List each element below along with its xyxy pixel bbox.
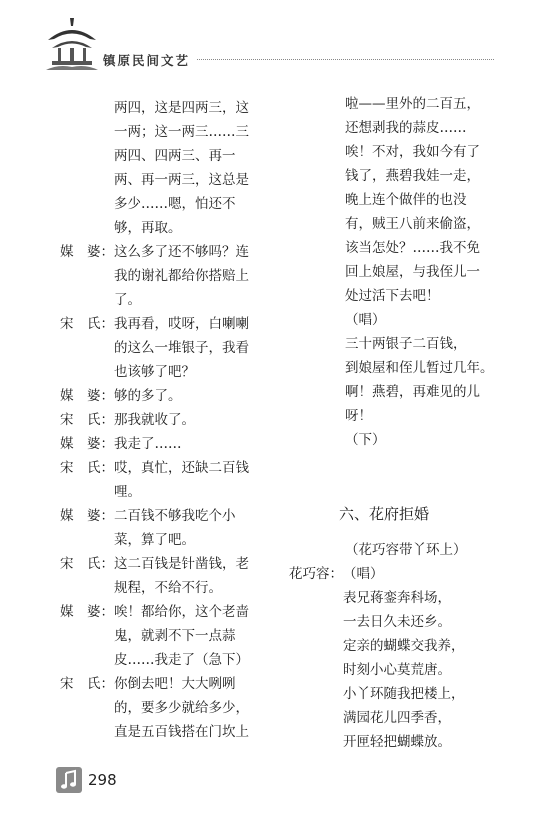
verse-line: 还想剥我的蒜皮……: [345, 120, 467, 136]
speech-text: [114, 408, 270, 432]
speech-line: 两、再一两三，这总是: [114, 172, 249, 188]
speech-line: 我再看，哎呀，白喇喇: [114, 316, 249, 332]
verse-line: （唱）: [343, 566, 384, 582]
dialogue-entry: [289, 586, 499, 610]
verse-line: 满园花儿四季香，: [343, 710, 451, 726]
right-column: [289, 92, 499, 754]
speaker-label: 媒 婆：: [60, 508, 114, 524]
verse-line: 唉！不对，我如今有了: [345, 144, 480, 160]
dialogue-entry: [60, 600, 270, 672]
speech-line: 唉！都给你，这个老啬: [114, 604, 249, 620]
dialogue-entry: [60, 408, 270, 432]
verse-line: 处过活下去吧！: [345, 288, 440, 304]
speech-text: [114, 672, 270, 744]
speaker-label: 媒 婆：: [60, 436, 114, 452]
speech-line: 一两；这一两三……三: [114, 124, 249, 140]
speech-text: [114, 240, 270, 312]
verse-line: 表兄蒋銮奔科场，: [343, 590, 451, 606]
dialogue-entry: [60, 504, 270, 552]
dialogue-entry: [289, 610, 499, 634]
speech-line: 菜，算了吧。: [114, 532, 195, 548]
speech-line: 那我就收了。: [114, 412, 195, 428]
dialogue-entry: [60, 96, 270, 240]
speech-text: [114, 384, 270, 408]
verse-line: 钱了，燕碧我娃一走，: [345, 168, 480, 184]
speaker-label: 花巧容：: [289, 566, 343, 582]
right-bottom-lines: [289, 562, 499, 754]
speech-line: 皮……我走了（急下）: [114, 652, 249, 668]
speaker-label: 媒 婆：: [60, 388, 114, 404]
speech-line: 我的谢礼都给你搭赔上: [114, 268, 249, 284]
verse-line: 该当怎处？……我不免: [345, 240, 480, 256]
dialogue-entry: [60, 552, 270, 600]
speech-line: 够，再取。: [114, 220, 182, 236]
speech-line: 直是五百钱搭在门坎上: [114, 724, 249, 740]
speech-line: 两四、四两三、再一: [114, 148, 236, 164]
speech-text: [114, 432, 270, 456]
verse-line: 小丫环随我把楼上，: [343, 686, 465, 702]
dialogue-entry: [289, 658, 499, 682]
verse-line: 三十两银子二百钱，: [345, 336, 467, 352]
verse-line: 回上娘屋，与我侄儿一: [345, 264, 480, 280]
verse-line: 到娘屋和侄儿暂过几年。: [345, 360, 494, 376]
speech-text: [114, 312, 270, 384]
music-note-icon: [56, 767, 82, 793]
speech-line: 的这么一堆银子，我看: [114, 340, 249, 356]
section-title: 六、花府拒婚: [339, 505, 430, 523]
speech-line: 两四，这是四两三，这: [114, 100, 249, 116]
speech-line: 的，要多少就给多少，: [114, 700, 249, 716]
speech-line: 我走了……: [114, 436, 182, 452]
dialogue-entry: [289, 634, 499, 658]
speech-line: 够的多了。: [114, 388, 182, 404]
verse-line: 定亲的蝴蝶交我养，: [343, 638, 465, 654]
speaker-label: 宋 氏：: [60, 676, 114, 692]
page-header: [0, 0, 551, 80]
dialogue-entry: [289, 730, 499, 754]
speech-text: [114, 456, 270, 504]
verse-line: 开匣轻把蝴蝶放。: [343, 734, 451, 750]
header-divider: [197, 59, 494, 60]
verse-line: 有，贼王八前来偷盗，: [345, 216, 480, 232]
verse-line: 晚上连个做伴的也没: [345, 192, 467, 208]
dialogue-entry: [289, 682, 499, 706]
speech-text: [114, 552, 270, 600]
speech-line: 哎，真忙，还缺二百钱: [114, 460, 249, 476]
speech-line: 你倒去吧！大大咧咧: [114, 676, 236, 692]
speaker-label: 媒 婆：: [60, 604, 114, 620]
right-top-lines: [289, 92, 499, 452]
pavilion-icon: [44, 14, 100, 72]
speech-line: 也该够了吧？: [114, 364, 195, 380]
dialogue-entry: [60, 432, 270, 456]
speech-line: 这二百钱是针凿钱，老: [114, 556, 249, 572]
page-number: 298: [88, 771, 117, 789]
dialogue-entry: [60, 672, 270, 744]
speaker-label: 宋 氏：: [60, 460, 114, 476]
left-column: [60, 96, 270, 744]
verse-line: （下）: [345, 432, 386, 448]
speech-text: [114, 600, 270, 672]
speech-text: [114, 504, 270, 552]
verse-line: 啊！燕碧，再难见的儿: [345, 384, 480, 400]
dialogue-entry: [60, 456, 270, 504]
dialogue-entry: [60, 384, 270, 408]
speaker-label: 媒 婆：: [60, 244, 114, 260]
dialogue-entry: [289, 562, 499, 586]
speaker-label: 宋 氏：: [60, 556, 114, 572]
speaker-label: 宋 氏：: [60, 412, 114, 428]
series-title: 镇原民间文艺: [103, 53, 191, 68]
speech-text: [114, 96, 270, 240]
speaker-label: 宋 氏：: [60, 316, 114, 332]
speech-line: 鬼，就剥不下一点蒜: [114, 628, 236, 644]
verse-line: 呀！: [345, 408, 372, 424]
speech-line: 了。: [114, 292, 141, 308]
speech-line: 二百钱不够我吃个小: [114, 508, 236, 524]
speech-line: 多少……嗯，怕还不: [114, 196, 236, 212]
stage-direction: （花巧容带丫环上）: [345, 542, 467, 558]
speech-line: 哩。: [114, 484, 141, 500]
verse-line: 啦——里外的二百五，: [345, 96, 480, 112]
verse-line: 时刻小心莫荒唐。: [343, 662, 451, 678]
speech-line: 规程，不给不行。: [114, 580, 222, 596]
verse-line: 一去日久未还乡。: [343, 614, 451, 630]
dialogue-entry: [60, 240, 270, 312]
speech-line: 这么多了还不够吗？连: [114, 244, 249, 260]
dialogue-entry: [289, 706, 499, 730]
verse-line: （唱）: [345, 312, 386, 328]
dialogue-entry: [60, 312, 270, 384]
